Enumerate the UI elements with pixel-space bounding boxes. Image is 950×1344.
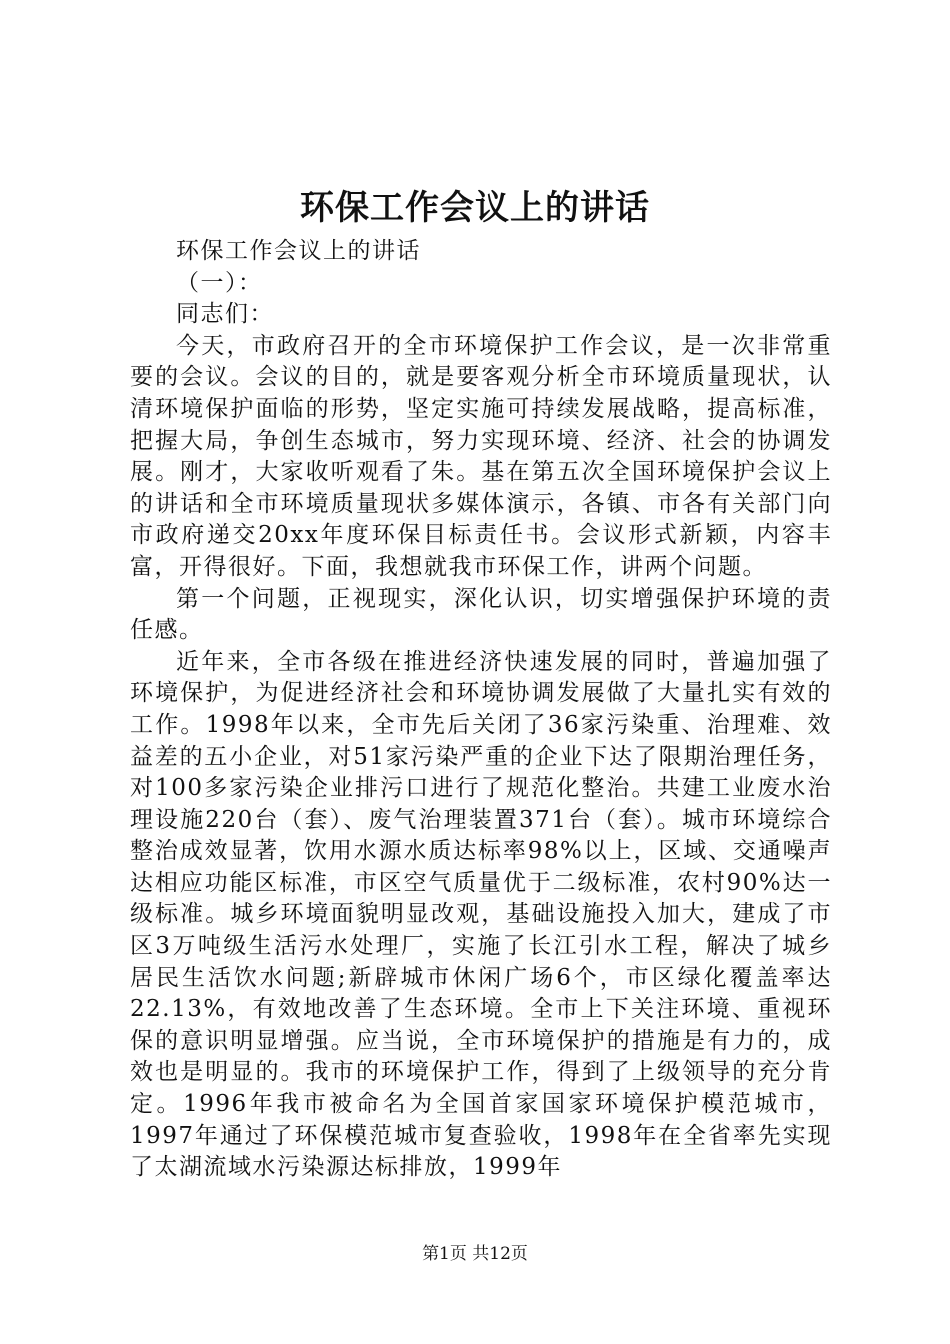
document-title: 环保工作会议上的讲话 (300, 188, 650, 228)
paragraph: 近年来，全市各级在推进经济快速发展的同时，普遍加强了环境保护，为促进经济社会和环境协调发展做了大量扎实有效的工作。1998年以来，全市先后关闭了36家污染重、治理难、效益差的五小企业，对51家污染严重的企业下达了限期治理任务，对100多家污染企业排污口进行了规范化整治。共建工业废水治理设施220台（套）、废气治理装置371台（套）。城市环境综合整治成效显著，饮用水源水质达标率98%以上，区域、交通噪声达相应功能区标准，市区空气质量优于二级标准，农村90%达一级标准。城乡环境面貌明显改观，基础设施投入加大，建成了市区3万吨级生活污水处理厂，实施了长江引水工程，解决了城乡居民生活饮水问题;新辟城市休闲广场6个，市区绿化覆盖率达22.13%，有效地改善了生态环境。全市上下关注环境、重视环保的意识明显增强。应当说，全市环境保护的措施是有力的，成效也是明显的。我市的环境保护工作，得到了上级领导的充分肯定。1996年我市被命名为全国首家国家环境保护模范城市，1997年通过了环保模范城市复查验收，1998年在全省率先实现了太湖流域水污染源达标排放，1999年 (130, 648, 832, 1181)
paragraph: 今天，市政府召开的全市环境保护工作会议，是一次非常重要的会议。会议的目的，就是要客观分析全市环境质量现状，认清环境保护面临的形势，坚定实施可持续发展战略，提高标准，把握大局，争创生态城市，努力实现环境、经济、社会的协调发展。刚才，大家收听观看了朱。基在第五次全国环境保护会议上的讲话和全市环境质量现状多媒体演示，各镇、市各有关部门向市政府递交20xx年度环保目标责任书。会议形式新颖，内容丰富，开得很好。下面，我想就我市环保工作，讲两个问题。 (130, 332, 832, 580)
document-body (130, 236, 832, 1184)
paragraph: （一）： (176, 269, 263, 296)
page-footer: 第1页 共12页 (422, 1244, 528, 1264)
paragraph: 同志们： (176, 301, 274, 328)
paragraph: 第一个问题，正视现实，深化认识，切实增强保护环境的责任感。 (130, 585, 832, 644)
paragraph: 环保工作会议上的讲话 (176, 238, 421, 264)
